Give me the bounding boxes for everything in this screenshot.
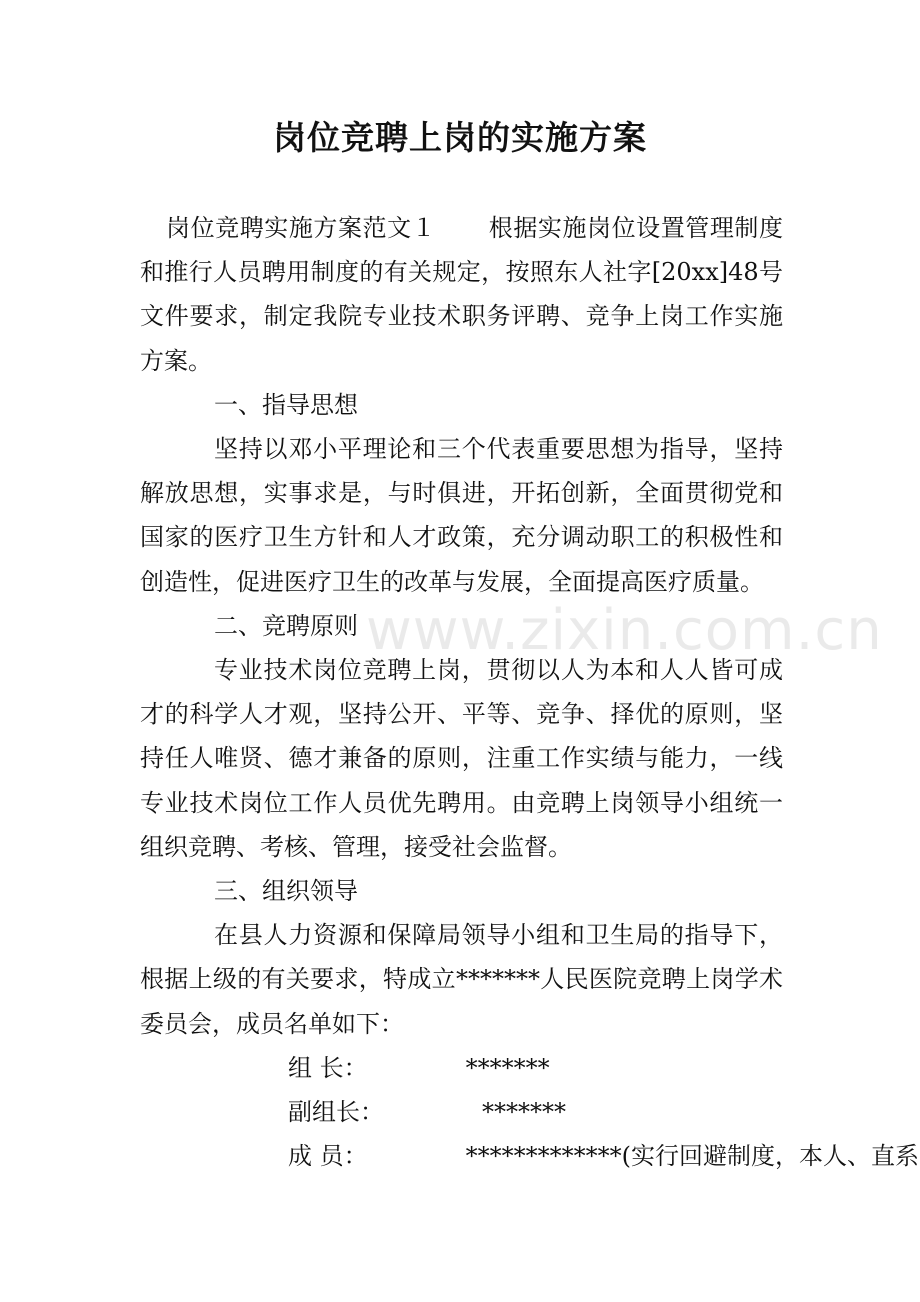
- intro-paragraph: [140, 206, 783, 383]
- watermark: www.zixin.com.cn: [366, 598, 883, 663]
- section-1-heading: 一、指导思想: [214, 390, 358, 419]
- role-leader-label: 组 长：: [288, 1053, 368, 1082]
- section-1-text: 坚持以邓小平理论和三个代表重要思想为指导，坚持解放思想，实事求是，与时俱进，开拓创新，全面贯彻党和国家的医疗卫生方针和人才政策，充分调动职工的积极性和创造性，促进医疗卫生的改革与发展，全面提高医疗质量。: [140, 435, 783, 596]
- role-deputy-value: *******: [482, 1098, 566, 1127]
- role-leader: [140, 1046, 783, 1090]
- intro-body: 根据实施岗位设置管理制度和推行人员聘用制度的有关规定，按照东人社字[20xx]48号文件要求，制定我院专业技术职务评聘、竞争上岗工作实施方案。: [140, 214, 784, 375]
- role-leader-value: *******: [465, 1053, 550, 1082]
- section-2-heading: 二、竞聘原则: [214, 611, 358, 640]
- role-deputy-label: 副组长：: [288, 1098, 384, 1127]
- section-2-text: 专业技术岗位竞聘上岗，贯彻以人为本和人人皆可成才的科学人才观，坚持公开、平等、竞争、择优的原则，坚持任人唯贤、德才兼备的原则，注重工作实绩与能力，一线专业技术岗位工作人员优先聘用。由竞聘上岗领导小组统一组织竞聘、考核、管理，接受社会监督。: [140, 656, 783, 861]
- role-deputy: [140, 1090, 783, 1134]
- section-3-text: 在县人力资源和保障局领导小组和卫生局的指导下，根据上级的有关要求，特成立*******人民医院竞聘上岗学术委员会，成员名单如下：: [140, 921, 783, 1038]
- role-members: [140, 1134, 920, 1178]
- document-title: 岗位竞聘上岗的实施方案: [273, 118, 647, 157]
- role-members-value: *************(实行回避制度，本人、直系: [465, 1142, 920, 1171]
- role-members-label: 成 员：: [288, 1142, 368, 1171]
- document-body: [140, 206, 920, 1178]
- intro-lead: 岗位竞聘实施方案范文１: [166, 214, 437, 242]
- section-3-heading: 三、组织领导: [214, 877, 358, 906]
